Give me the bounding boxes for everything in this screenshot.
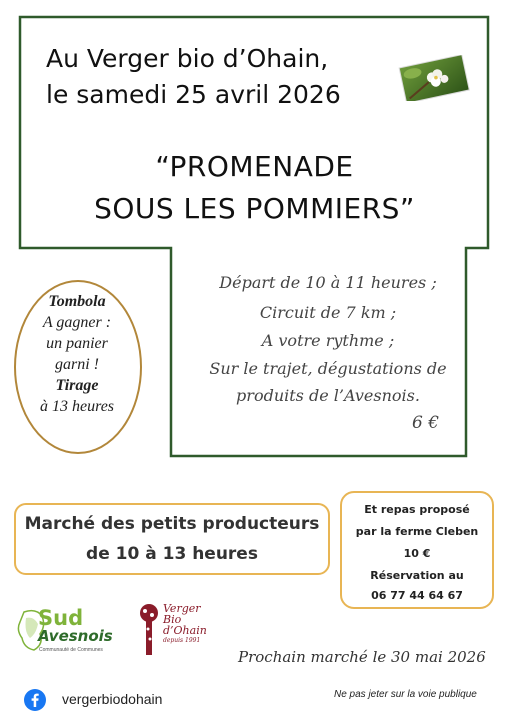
- event-venue: Au Verger bio d’Ohain,: [46, 44, 329, 73]
- tombola-line2: un panier: [46, 335, 108, 352]
- detail-line-departure: Départ de 10 à 11 heures ;: [219, 273, 437, 292]
- event-title-line1: “PROMENADE: [155, 150, 354, 183]
- next-market: Prochain marché le 30 mai 2026: [238, 648, 486, 666]
- sud-logo-text1: Sud: [38, 606, 84, 630]
- meal-price: 10 €: [403, 547, 431, 560]
- walk-price: 6 €: [412, 413, 440, 433]
- event-date: le samedi 25 avril 2026: [46, 80, 341, 109]
- verger-logo-line1: Verger: [163, 602, 201, 615]
- facebook-handle[interactable]: vergerbiodohain: [62, 691, 163, 707]
- facebook-icon[interactable]: [24, 689, 46, 711]
- market-line1: Marché des petits producteurs: [24, 514, 320, 534]
- litter-notice: Ne pas jeter sur la voie publique: [334, 689, 477, 700]
- verger-logo: [138, 601, 230, 657]
- tombola-block: [13, 284, 141, 454]
- verger-logo-line3: d’Ohain: [163, 624, 207, 637]
- tombola-draw-title: Tirage: [55, 377, 99, 394]
- tombola-line3: garni !: [55, 356, 99, 373]
- detail-line-circuit: Circuit de 7 km ;: [259, 303, 397, 322]
- meal-line1: Et repas proposé: [364, 503, 470, 516]
- detail-line-products: produits de l’Avesnois.: [236, 386, 420, 405]
- sud-logo-text2: Avesnois: [38, 627, 113, 645]
- verger-logo-line2: Bio: [163, 613, 182, 626]
- apple-tree-icon: [138, 603, 160, 655]
- tombola-title: Tombola: [48, 293, 106, 310]
- detail-line-rhythm: A votre rythme ;: [261, 331, 395, 350]
- meal-reservation: Réservation au: [370, 569, 464, 582]
- tombola-draw-time: à 13 heures: [39, 398, 115, 415]
- detail-line-tasting: Sur le trajet, dégustations de: [209, 359, 447, 378]
- sud-logo-subtitle: Communauté de Communes: [39, 647, 103, 653]
- apple-blossom-photo: [398, 55, 470, 101]
- meal-phone: 06 77 44 64 67: [371, 589, 463, 602]
- sud-avesnois-logo: [16, 606, 113, 658]
- event-title-line2: SOUS LES POMMIERS”: [94, 192, 415, 225]
- meal-line2: par la ferme Cleben: [355, 525, 479, 538]
- verger-logo-since: depuis 1991: [163, 637, 201, 644]
- market-line2: de 10 à 13 heures: [86, 544, 258, 564]
- tombola-line1: A gagner :: [42, 314, 112, 331]
